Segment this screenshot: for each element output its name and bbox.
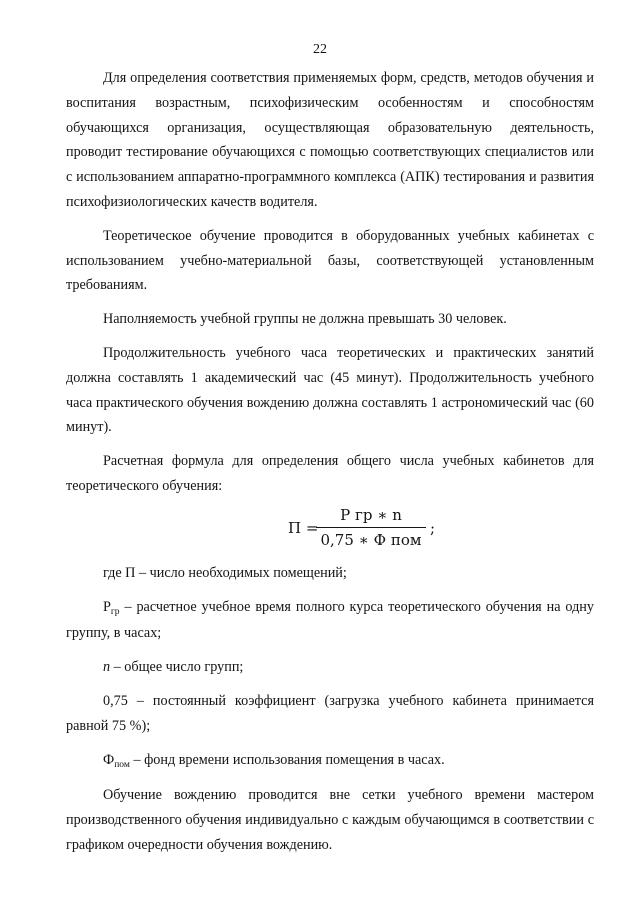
paragraph-formula-intro: Расчетная формула для определения общего числа учебных кабинетов для теоретического обучения: [66,453,594,494]
formula-suffix: ; [430,518,436,537]
definition-n-text: – общее число групп; [110,659,244,676]
paragraph-testing: Для определения соответствия применяемых форм, средств, методов обучения и воспитания возрастным, психофизическим особенностям и способностям обучающихся организация, осуществляющая образовательную деятельность, проводит тестирование обучающихся с помощью соответствующих специалистов или с использованием аппаратно-программного комплекса (АПК) тестирования и развития психофизиологических качеств водителя. [66,70,594,210]
symbol-f: Ф [103,751,115,768]
formula-fraction [316,505,426,550]
definition-rgr [66,595,594,647]
subscript-pom: пом [114,759,130,770]
definition-n [66,655,594,680]
definition-fpom [66,748,594,775]
formula-lhs: П = [288,518,319,537]
formula-numerator: Р гр ∗ n [340,505,402,524]
definition-p: где П – число необходимых помещений; [103,564,347,581]
paragraph-group-size: Наполняемость учебной группы не должна превышать 30 человек. [103,311,507,328]
paragraph-theory-classrooms: Теоретическое обучение проводится в оборудованных учебных кабинетах с использованием учебно-материальной базы, соответствующей установленным требованиям. [66,227,594,294]
symbol-n: n [103,659,111,676]
definition-coefficient: 0,75 – постоянный коэффициент (загрузка учебного кабинета принимается равной 75 %); [66,692,594,734]
definition-fpom-text: – фонд времени использования помещения в часах. [129,751,445,768]
subscript-gr: гр [110,606,120,617]
paragraph-hour-duration: Продолжительность учебного часа теоретических и практических занятий должна составлять 1 академический час (45 минут). Продолжительность учебного часа практического обучения вождению должна составлять 1 астрономический час (60 минут). [66,344,594,436]
classroom-formula [66,505,594,551]
formula-denominator: 0,75 ∗ Ф пом [320,530,422,549]
symbol-r: Р [103,598,111,615]
paragraph-driving-training: Обучение вождению проводится вне сетки учебного времени мастером производственного обучения индивидуально с каждым обучающимся в соответствии с графиком очередности обучения вождению. [66,787,594,853]
document-body [66,66,594,867]
page-number: 22 [313,42,327,57]
definition-rgr-text: – расчетное учебное время полного курса теоретического обучения на одну группу, в часах; [66,598,594,642]
